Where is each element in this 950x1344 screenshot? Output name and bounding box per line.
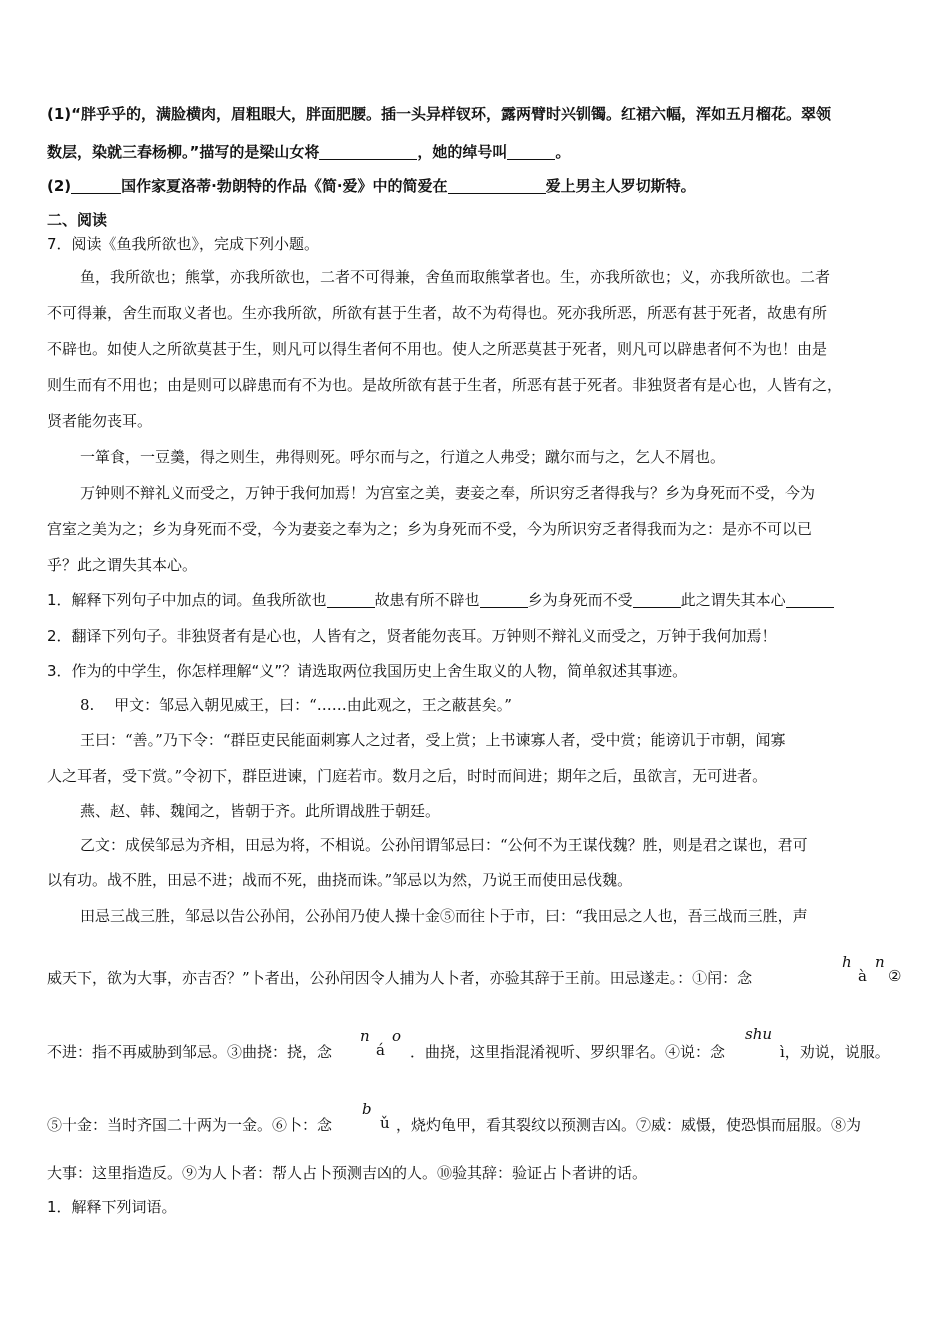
passage-line: 一箪食，一豆羹，得之则生，弗得则死。呼尔而与之，行道之人弗受；蹴尔而与之，乞人不屑也。 bbox=[80, 448, 726, 466]
passage-line: 乎？此之谓失其本心。 bbox=[47, 556, 198, 574]
q7-1: 1．解释下列句子中加点的词。鱼我所欲也 故患有所不辟也 乡为身死而不受 此之谓失其本心 bbox=[47, 589, 834, 611]
pinyin: ǔ bbox=[380, 1114, 390, 1132]
note-line-4: 大事：这里指造反。⑨为人卜者：帮人占卜预测吉凶的人。⑩验其辞：验证占卜者讲的话。 bbox=[47, 1164, 648, 1182]
section-title: 二、阅读 bbox=[47, 211, 108, 229]
note-line-1: 威天下，欲为大事，亦吉否？”卜者出，公孙闬因令人捕为人卜者，亦验其辞于王前。田忌遂走。：①闬：念 bbox=[47, 969, 753, 987]
q1-line-1: (1)“胖乎乎的，满脸横肉，眉粗眼大，胖面肥腰。插一头异样钗环，露两臂时兴钏镯。红裙六幅，浑如五月榴花。翠领 bbox=[47, 105, 832, 123]
answer-blank[interactable] bbox=[319, 143, 417, 160]
q8-1: 1．解释下列词语。 bbox=[47, 1198, 177, 1216]
jia-line: 王曰：“善。”乃下令：“群臣吏民能面刺寡人之过者，受上赏；上书谏寡人者，受中赏；能谤讥于市朝，闻寡 bbox=[80, 731, 786, 749]
jia-line: 燕、赵、韩、魏闻之，皆朝于齐。此所谓战胜于朝廷。 bbox=[80, 802, 441, 820]
answer-blank[interactable] bbox=[448, 177, 546, 194]
yi-line: 乙文：成侯邹忌为齐相，田忌为将，不相说。公孙闬谓邹忌曰：“公何不为王谋伐魏？胜，则是君之谋也，君可 bbox=[80, 836, 808, 854]
q7-intro: 7．阅读《鱼我所欲也》，完成下列小题。 bbox=[47, 235, 320, 253]
passage-line: 鱼，我所欲也；熊掌，亦我所欲也，二者不可得兼，舍鱼而取熊掌者也。生，亦我所欲也；义，亦我所欲也。二者 bbox=[80, 268, 831, 286]
q1-line-2: 数层，染就三春杨柳。”描写的是梁山女将 ，她的绰号叫 。 bbox=[47, 143, 571, 161]
note-line-3: ⑤十金：当时齐国二十两为一金。⑥卜：念 bbox=[47, 1116, 333, 1134]
answer-blank[interactable] bbox=[480, 591, 528, 608]
note-line-2c: ì，劝说，说服。 bbox=[780, 1043, 890, 1061]
note-number: ② bbox=[888, 967, 902, 985]
pinyin: n bbox=[360, 1027, 370, 1045]
note-line-2: 不进：指不再威胁到邹忌。③曲挠：挠，念 bbox=[47, 1043, 333, 1061]
answer-blank[interactable] bbox=[786, 591, 834, 608]
passage-line: 不辟也。如使人之所欲莫甚于生，则凡可以得生者何不用也。使人之所恶莫甚于死者，则凡可以辟患者何不为也！由是 bbox=[47, 340, 828, 358]
q8-head: 8. 甲文：邹忌入朝见威王，曰：“……由此观之，王之蔽甚矣。” bbox=[80, 696, 512, 714]
answer-blank[interactable] bbox=[507, 143, 555, 160]
answer-blank[interactable] bbox=[633, 591, 681, 608]
yi-line: 以有功。战不胜，田忌不进；战而不死，曲挠而诛。”邹忌以为然，乃说王而使田忌伐魏。 bbox=[47, 871, 633, 889]
passage-line: 贤者能勿丧耳。 bbox=[47, 412, 153, 430]
note-line-3b: ，烧灼龟甲，看其裂纹以预测吉凶。⑦威：威慑，使恐惧而屈服。⑧为 bbox=[396, 1116, 862, 1134]
jia-line: 人之耳者，受下赏。”令初下，群臣进谏，门庭若市。数月之后，时时而间进；期年之后，虽欲言，无可进者。 bbox=[47, 767, 768, 785]
pinyin: á bbox=[376, 1041, 385, 1059]
q7-2: 2．翻译下列句子。非独贤者有是心也，人皆有之，贤者能勿丧耳。万钟则不辩礼义而受之，万钟于我何加焉！ bbox=[47, 627, 777, 645]
pinyin: à bbox=[858, 967, 867, 985]
passage-line: 万钟则不辩礼义而受之，万钟于我何加焉！为宫室之美，妻妾之奉，所识穷乏者得我与？乡为身死而不受，今为 bbox=[80, 484, 816, 502]
answer-blank[interactable] bbox=[327, 591, 375, 608]
passage-line: 宫室之美为之；乡为身死而不受，今为妻妾之奉为之；乡为身死而不受，今为所识穷乏者得我而为之：是亦不可以已 bbox=[47, 520, 813, 538]
pinyin: h bbox=[842, 953, 852, 971]
q1-line-3: (2) 国作家夏洛蒂·勃朗特的作品《简·爱》中的简爱在 爱上男主人罗切斯特。 bbox=[47, 177, 696, 195]
yi-line: 田忌三战三胜，邹忌以告公孙闬，公孙闬乃使人操十金⑤而往卜于市，曰：“我田忌之人也，吾三战而三胜，声 bbox=[80, 907, 808, 925]
answer-blank[interactable] bbox=[71, 177, 121, 194]
pinyin: shu bbox=[745, 1025, 773, 1043]
pinyin: b bbox=[362, 1100, 372, 1118]
passage-line: 则生而有不用也；由是则可以辟患而有不为也。是故所欲有甚于生者，所恶有甚于死者。非独贤者有是心也，人皆有之， bbox=[47, 376, 843, 394]
pinyin: n bbox=[875, 953, 885, 971]
q7-3: 3．作为的中学生，你怎样理解“义”？请选取两位我国历史上舍生取义的人物，简单叙述其事迹。 bbox=[47, 662, 688, 680]
passage-line: 不可得兼，舍生而取义者也。生亦我所欲，所欲有甚于生者，故不为苟得也。死亦我所恶，所恶有甚于死者，故患有所 bbox=[47, 304, 828, 322]
pinyin: o bbox=[392, 1027, 402, 1045]
note-line-2b: ．曲挠，这里指混淆视听、罗织罪名。④说：念 bbox=[410, 1043, 726, 1061]
